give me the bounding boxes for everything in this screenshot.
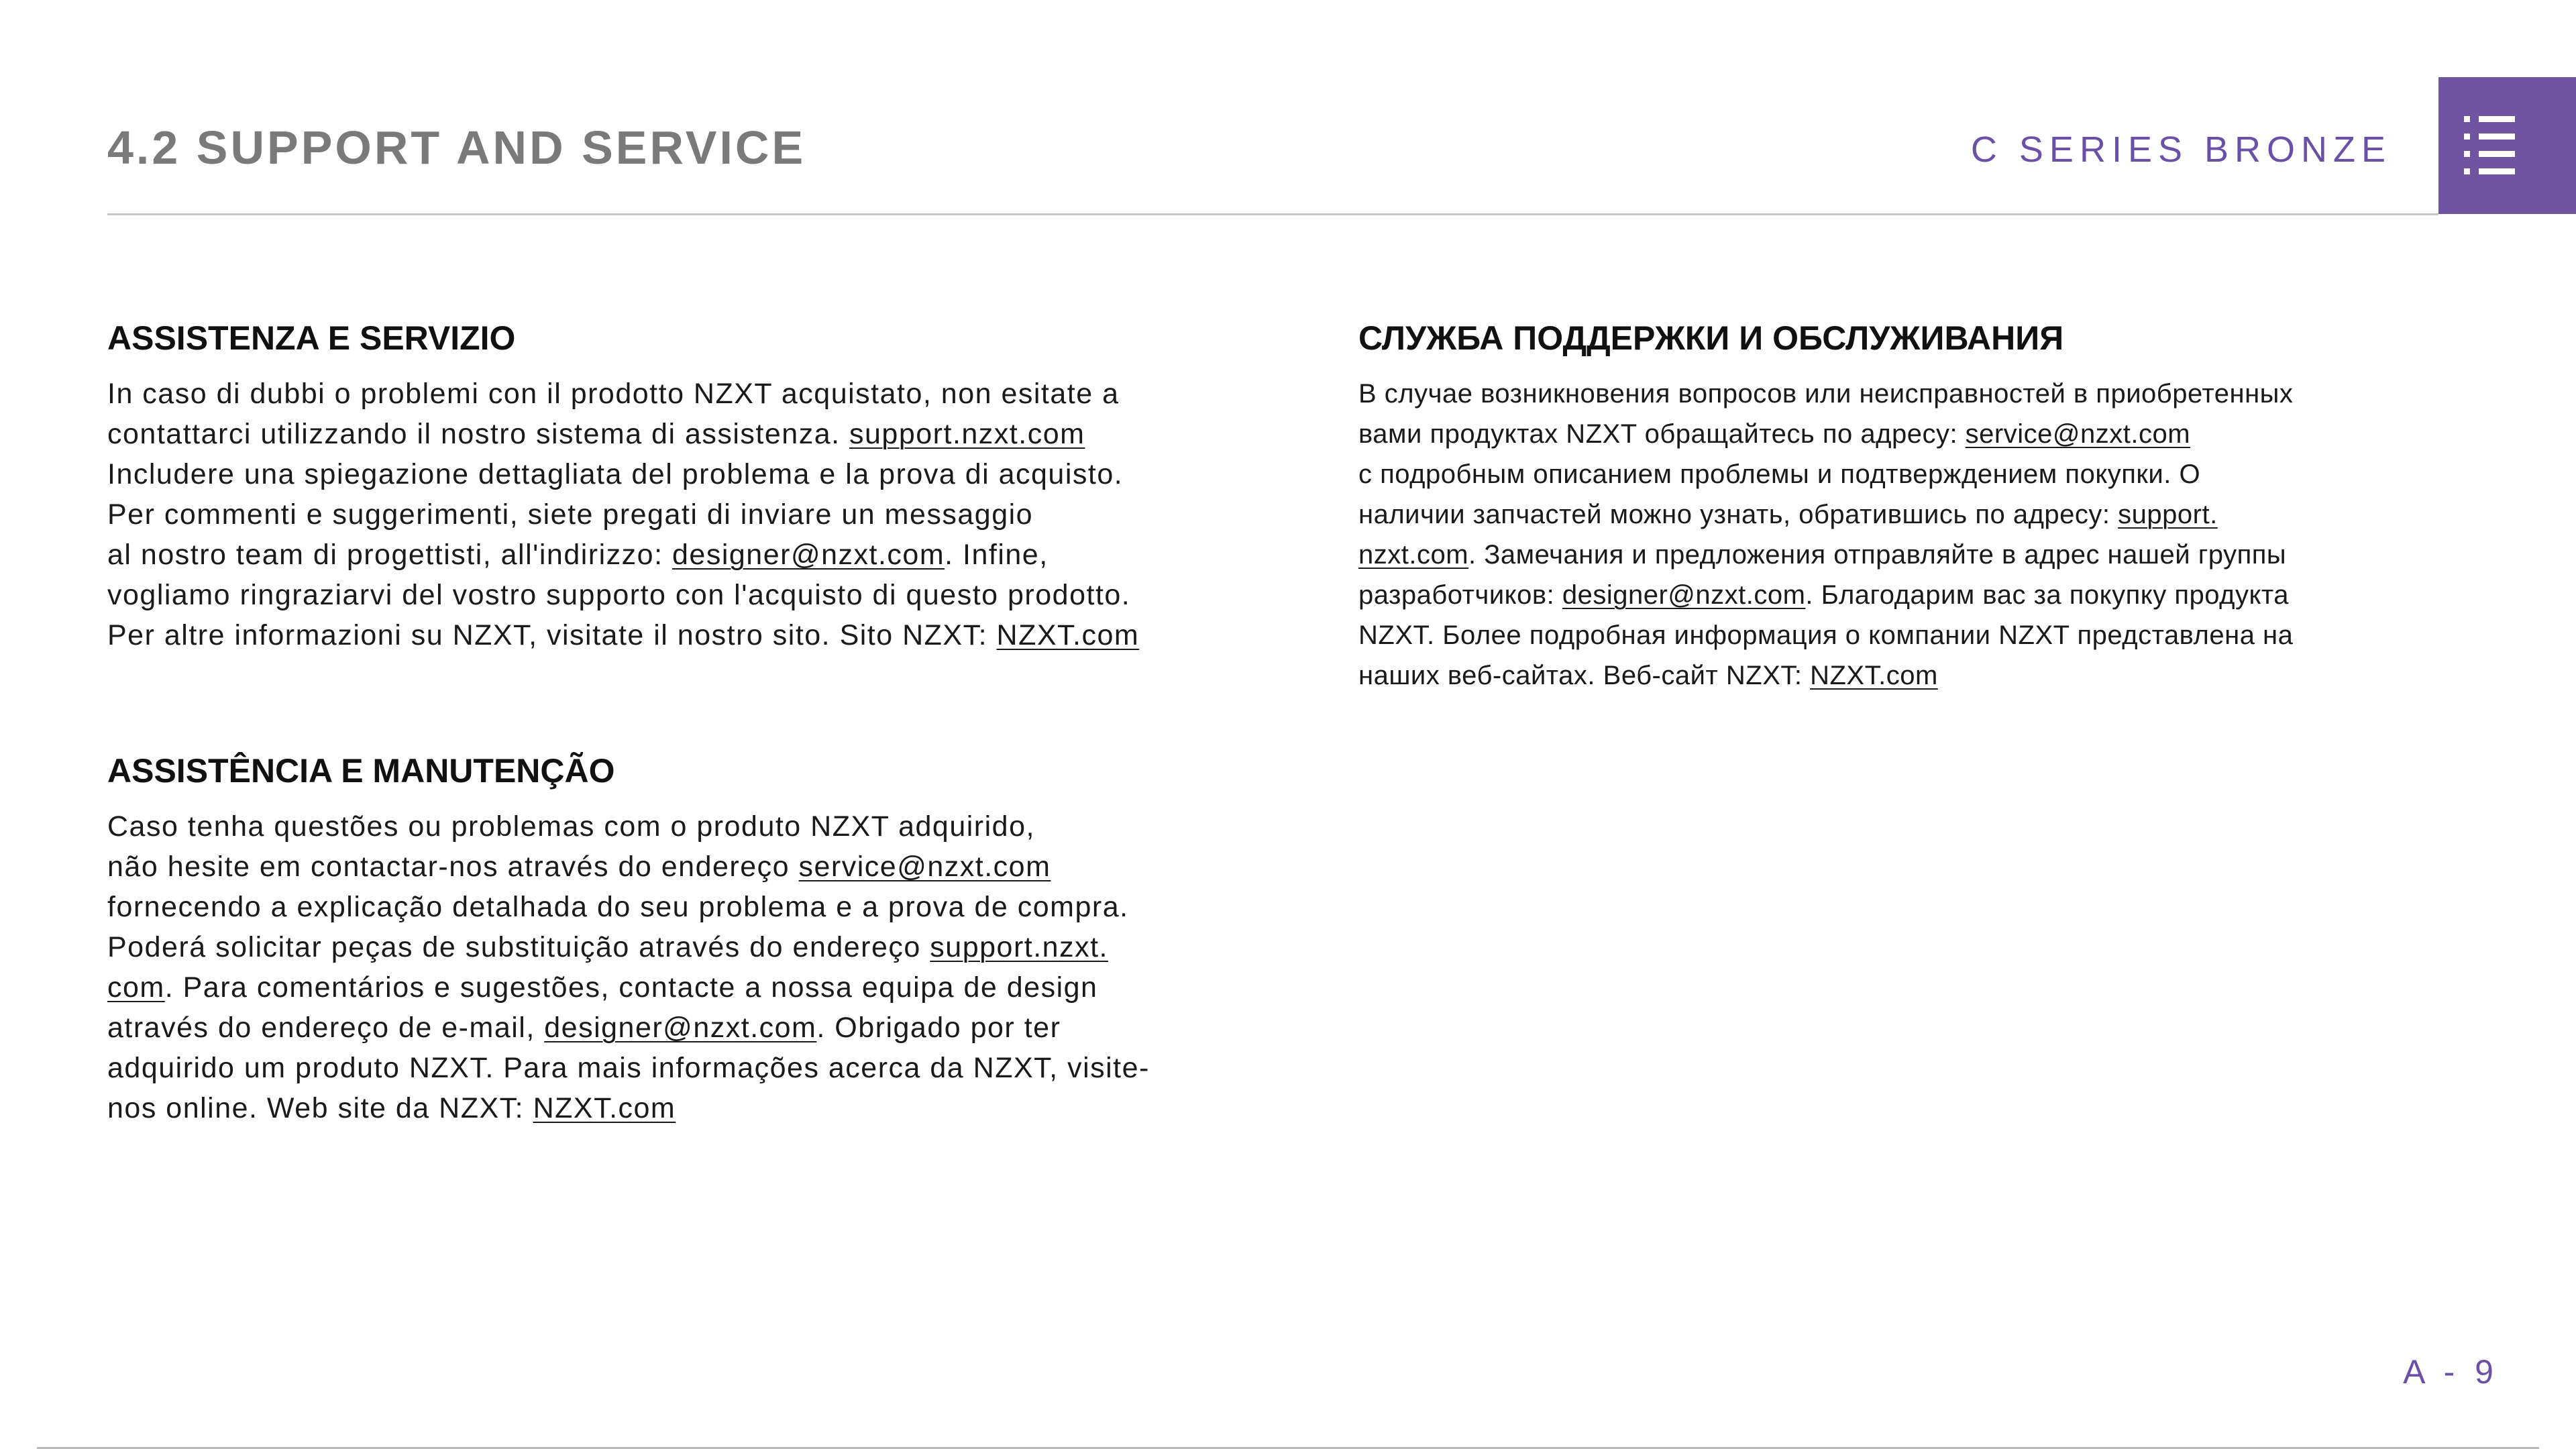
- section-body: [107, 806, 1150, 1128]
- body-line: através do endereço de e-mail, designer@nzxt.com. Obrigado por ter: [107, 1012, 1061, 1044]
- body-line: al nostro team di progettisti, all'indirizzo: designer@nzxt.com. Infine,: [107, 539, 1049, 571]
- section-body: [1358, 374, 2293, 696]
- support-link[interactable]: support.nzxt.: [930, 931, 1108, 963]
- body-line: In caso di dubbi o problemi con il prodotto NZXT acquistato, non esitate a: [107, 378, 1120, 410]
- service-email-link[interactable]: service@nzxt.com: [798, 851, 1051, 883]
- body-line: NZXT. Более подробная информация о компании NZXT представлена на: [1358, 621, 2294, 650]
- website-link[interactable]: NZXT.com: [533, 1092, 676, 1124]
- body-line: nos online. Web site da NZXT: NZXT.com: [107, 1092, 676, 1124]
- section-heading: ASSISTENZA E SERVIZIO: [107, 319, 516, 357]
- body-line: Caso tenha questões ou problemas com o produto NZXT adquirido,: [107, 810, 1035, 843]
- body-line: вами продуктах NZXT обращайтесь по адресу: service@nzxt.com: [1358, 419, 2191, 449]
- body-line: наших веб-сайтах. Веб-сайт NZXT: NZXT.com: [1358, 661, 1938, 690]
- support-link-continued[interactable]: nzxt.com: [1358, 540, 1469, 570]
- body-line: Per altre informazioni su NZXT, visitate il nostro sito. Sito NZXT: NZXT.com: [107, 619, 1140, 651]
- section-heading: ASSISTÊNCIA E MANUTENÇÃO: [107, 752, 615, 790]
- product-series-label: C SERIES BRONZE: [1970, 129, 2392, 170]
- body-line: não hesite em contactar-nos através do endereço service@nzxt.com: [107, 851, 1051, 883]
- body-line: с подробным описанием проблемы и подтверждением покупки. О: [1358, 460, 2201, 489]
- section-heading: СЛУЖБА ПОДДЕРЖКИ И ОБСЛУЖИВАНИЯ: [1358, 319, 2064, 357]
- section-body: [107, 374, 1139, 655]
- section-portuguese: [107, 751, 1150, 1128]
- page-title: 4.2 SUPPORT AND SERVICE: [107, 121, 806, 174]
- designer-email-link[interactable]: designer@nzxt.com: [544, 1012, 817, 1044]
- body-line: разработчиков: designer@nzxt.com. Благодарим вас за покупку продукта: [1358, 580, 2290, 610]
- designer-email-link[interactable]: designer@nzxt.com: [672, 539, 945, 571]
- body-line: com. Para comentários e sugestões, contacte a nossa equipa de design: [107, 971, 1098, 1004]
- section-italian: [107, 319, 1139, 655]
- website-link[interactable]: NZXT.com: [996, 619, 1140, 651]
- body-line: adquirido um produto NZXT. Para mais informações acerca da NZXT, visite-: [107, 1052, 1150, 1084]
- website-link[interactable]: NZXT.com: [1810, 661, 1938, 690]
- body-line: fornecendo a explicação detalhada do seu problema e a prova de compra.: [107, 891, 1129, 923]
- service-email-link[interactable]: service@nzxt.com: [1965, 419, 2191, 449]
- body-line: contattarci utilizzando il nostro sistema di assistenza. support.nzxt.com: [107, 418, 1085, 450]
- support-link[interactable]: support.: [2118, 500, 2218, 529]
- designer-email-link[interactable]: designer@nzxt.com: [1562, 580, 1806, 610]
- body-line: vogliamo ringraziarvi del vostro supporto con l'acquisto di questo prodotto.: [107, 579, 1131, 611]
- body-line: В случае возникновения вопросов или неисправностей в приобретенных: [1358, 379, 2294, 409]
- body-line: наличии запчастей можно узнать, обратившись по адресу: support.: [1358, 500, 2218, 529]
- support-link[interactable]: support.nzxt.com: [849, 418, 1085, 450]
- page-number: A - 9: [2403, 1353, 2499, 1391]
- body-line: nzxt.com. Замечания и предложения отправляйте в адрес нашей группы: [1358, 540, 2287, 570]
- body-line: Includere una spiegazione dettagliata del problema e la prova di acquisto.: [107, 458, 1124, 490]
- support-link-continued[interactable]: com: [107, 971, 165, 1004]
- list-menu-icon: [2464, 116, 2515, 175]
- menu-button[interactable]: [2438, 77, 2576, 214]
- body-line: Poderá solicitar peças de substituição através do endereço support.nzxt.: [107, 931, 1108, 963]
- section-russian: [1358, 319, 2293, 696]
- body-line: Per commenti e suggerimenti, siete pregati di inviare un messaggio: [107, 498, 1034, 531]
- header-divider: [107, 213, 2438, 215]
